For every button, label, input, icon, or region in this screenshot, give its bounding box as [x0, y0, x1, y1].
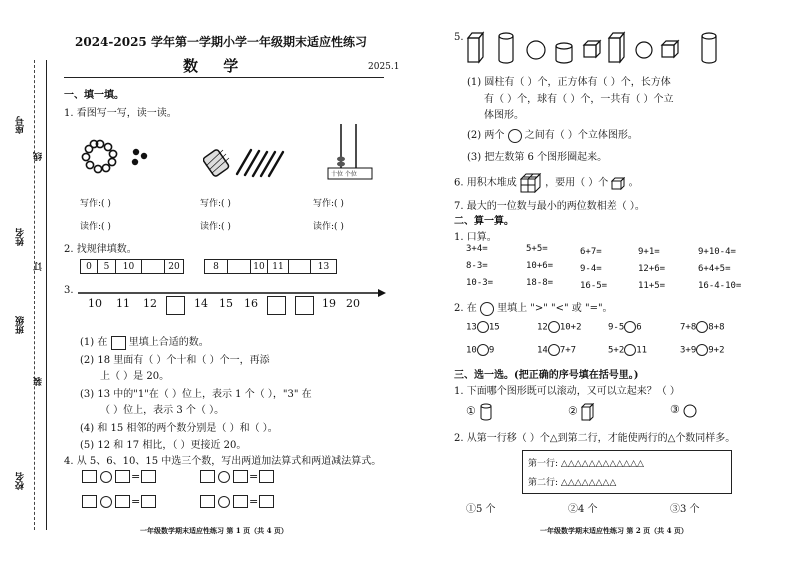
- ruler-label: 12: [143, 297, 157, 310]
- calc-item: 10+6=: [526, 261, 554, 271]
- calc-item: 9+1=: [638, 247, 660, 257]
- page2-section3-heading: 三、选一选。(把正确的序号填在括号里。): [454, 370, 639, 381]
- calc-item: 12+6=: [638, 264, 666, 274]
- sphere-icon: [683, 404, 697, 418]
- equation-template: =: [200, 470, 274, 483]
- stacked-cube-icon: [520, 173, 542, 193]
- circle-blank-icon: [480, 302, 494, 316]
- q5-part2: (2) 两个 之间有（ ）个立体图形。: [467, 130, 638, 141]
- calc-item: 16-5=: [580, 281, 608, 291]
- margin-border-line: [46, 60, 47, 530]
- seq2-box: 8: [204, 259, 228, 274]
- ruler-label: 15: [219, 297, 233, 310]
- compare-item: 3+9 9+2: [680, 345, 725, 356]
- triangle-icon: △: [667, 433, 676, 444]
- choice1-option-3: ③: [670, 403, 697, 418]
- solid-shapes-row: [466, 30, 728, 66]
- choice2-option-1: ①5 个: [466, 504, 496, 515]
- ruler-label: 16: [244, 297, 258, 310]
- compare-item: 7+8 8+8: [680, 322, 725, 333]
- margin-seat-label: 座号: [16, 116, 26, 134]
- beads-picture: [78, 138, 158, 182]
- choice2-option-3: ③3 个: [670, 504, 700, 515]
- q3-part1: (1) 在 里填上合适的数。: [80, 337, 209, 348]
- q1-read-1: 读作:( ): [80, 222, 111, 232]
- margin-dashed-line: [34, 60, 35, 530]
- triangle-row-1: 第一行: △△△△△△△△△△△△: [528, 459, 644, 469]
- page2-q5: 5.: [454, 32, 464, 43]
- seq2-box: 11: [267, 259, 289, 274]
- seq2-box[interactable]: [227, 259, 251, 274]
- calc-item: 16-4-10=: [698, 281, 742, 291]
- page2-compare-q: 2. 在 里填上 ">" "<" 或 "="。: [454, 303, 613, 314]
- ruler-label: 11: [116, 297, 130, 310]
- page2-choice2: 2. 从第一行移（ ）个△到第二行，才能使两行的△个数同样多。: [454, 433, 736, 444]
- triangle-row-2: 第二行: △△△△△△△△: [528, 478, 617, 488]
- calc-item: 9-4=: [580, 264, 602, 274]
- page1-q3: 3.: [64, 285, 74, 296]
- q5-part3: (3) 把左数第 6 个图形圈起来。: [467, 152, 608, 163]
- ruler-label: 20: [346, 297, 360, 310]
- compare-item: 13 15: [466, 322, 500, 333]
- equation-template: =: [82, 470, 156, 483]
- seq1-box: 0: [80, 259, 98, 274]
- ruler-blank-box[interactable]: [295, 296, 314, 315]
- blank-box-icon: [111, 336, 126, 350]
- q3-part3-line2: （ ）位上，表示 3 个（ ）。: [100, 405, 225, 416]
- q5-part1-line1: (1) 圆柱有（ ）个，正方体有（ ）个，长方体: [467, 77, 671, 88]
- calc-item: 6+7=: [580, 247, 602, 257]
- compare-item: 10 9: [466, 345, 495, 356]
- compare-item: 14 7+7: [537, 345, 577, 356]
- page1-q1: 1. 看图写一写，读一读。: [64, 108, 177, 119]
- page2-q6: 6. 用积木堆成 ，要用（ ）个 。: [454, 173, 639, 193]
- abacus-label: 十位 个位: [331, 171, 357, 178]
- margin-class-label: 班级: [16, 316, 26, 334]
- ruler-label: 14: [194, 297, 208, 310]
- equation-template: =: [82, 495, 156, 508]
- q5-part1-line2: 有（ ）个，球有（ ）个，一共有（ ）个立: [484, 94, 674, 105]
- cylinder-icon: [479, 403, 493, 421]
- seq1-box: 5: [97, 259, 116, 274]
- seq1-box: 10: [115, 259, 142, 274]
- calc-item: 18-8=: [526, 278, 554, 288]
- q1-write-1: 写作:( ): [80, 199, 111, 209]
- page1-title-rule: [64, 77, 384, 78]
- equation-template: =: [200, 495, 274, 508]
- sphere-icon: [508, 129, 522, 143]
- calc-item: 9+10-4=: [698, 247, 736, 257]
- page2-q7: 7. 最大的一位数与最小的两位数相差（ ）。: [454, 201, 645, 212]
- calc-item: 5+5=: [526, 244, 548, 254]
- page1-title: 2024-2025 学年第一学期小学一年级期末适应性练习: [75, 35, 367, 49]
- choice2-option-2: ②4 个: [568, 504, 598, 515]
- compare-item: 5+2 11: [608, 345, 648, 356]
- compare-item: 9-5 6: [608, 322, 642, 333]
- ruler-label: 19: [322, 297, 336, 310]
- calc-item: 3+4=: [466, 244, 488, 254]
- page2-footer: 一年级数学期末适应性练习 第 2 页（共 4 页）: [540, 526, 688, 535]
- page2-choice1: 1. 下面哪个图形既可以滚动，又可以立起来？（ ）: [454, 386, 680, 397]
- calc-item: 6+4+5=: [698, 264, 731, 274]
- seq2-box: 10: [250, 259, 268, 274]
- q3-part4: (4) 和 15 相邻的两个数分别是（ ）和（ ）。: [80, 423, 278, 434]
- seq1-box[interactable]: [141, 259, 165, 274]
- q3-part3-line1: (3) 13 中的"1"在（ ）位上，表示 1 个（ ），"3" 在: [80, 389, 312, 400]
- q1-read-3: 读作:( ): [313, 222, 344, 232]
- ruler-blank-box[interactable]: [267, 296, 286, 315]
- q1-write-3: 写作:( ): [313, 199, 344, 209]
- small-cube-icon: [611, 177, 625, 190]
- page1-section1-heading: 一、填一填。: [64, 90, 124, 101]
- seq1-box: 20: [164, 259, 184, 274]
- margin-bind-char-1: 装: [34, 377, 44, 386]
- margin-bind-char-2: 订: [34, 262, 44, 271]
- q3-part2-line2: 上（ ）是 20。: [100, 371, 170, 382]
- page1-date: 2025.1: [368, 62, 400, 72]
- choice1-option-2: ②: [568, 403, 595, 421]
- q1-read-2: 读作:( ): [200, 222, 231, 232]
- margin-name-label: 姓名: [16, 228, 26, 246]
- choice1-option-1: ①: [466, 403, 493, 421]
- calc-item: 11+5=: [638, 281, 666, 291]
- triangle-icon: △: [549, 433, 558, 444]
- page1-subject: 数 学: [183, 57, 249, 75]
- sticks-picture: [203, 142, 293, 182]
- page1-q2: 2. 找规律填数。: [64, 244, 137, 255]
- calc-item: 10-3=: [466, 278, 494, 288]
- page1-q4: 4. 从 5、6、10、15 中选三个数，写出两道加法算式和两道减法算式。: [64, 456, 382, 467]
- calc-item: 8-3=: [466, 261, 488, 271]
- q5-part1-line3: 体图形。: [484, 110, 524, 121]
- page2-section2-heading: 二、算一算。: [454, 216, 514, 227]
- margin-bind-char-3: 线: [34, 152, 44, 161]
- page2-oral-calc: 1. 口算。: [454, 232, 497, 243]
- q3-part2-line1: (2) 18 里面有（ ）个十和（ ）个一，再添: [80, 355, 270, 366]
- page1-footer: 一年级数学期末适应性练习 第 1 页（共 4 页）: [140, 526, 288, 535]
- cuboid-icon: [581, 403, 595, 421]
- q1-write-2: 写作:( ): [200, 199, 231, 209]
- margin-school-label: 校名: [16, 472, 26, 490]
- q3-part5: (5) 12 和 17 相比，（ ）更接近 20。: [80, 440, 247, 451]
- seq2-box[interactable]: [288, 259, 311, 274]
- ruler-blank-box[interactable]: [166, 296, 185, 315]
- compare-item: 12 10+2: [537, 322, 582, 333]
- seq2-box: 13: [310, 259, 337, 274]
- ruler-label: 10: [88, 297, 102, 310]
